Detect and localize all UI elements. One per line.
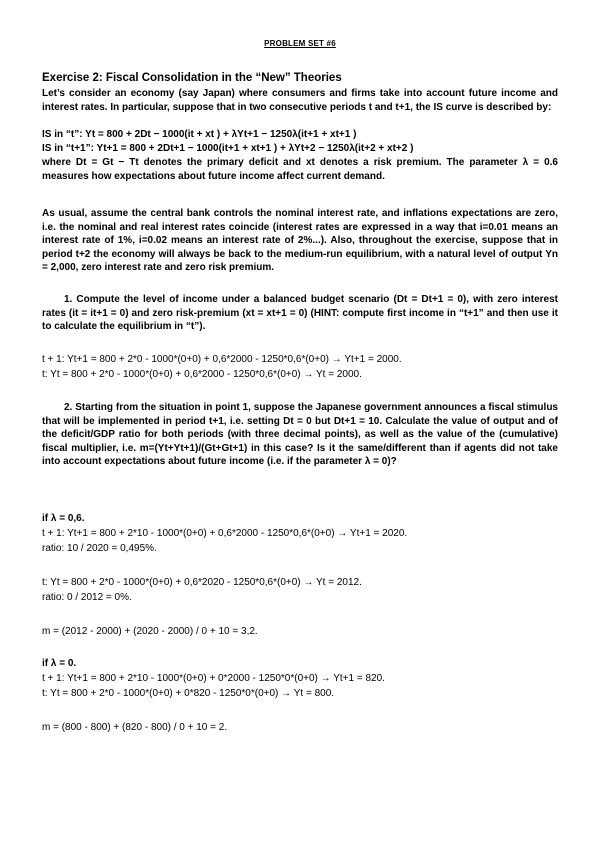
case-1-label: if λ = 0,6. xyxy=(42,513,85,524)
is-curve-t1: IS in “t+1”: Yt+1 = 800 + 2Dt+1 − 1000(it+1 + xt+1 ) + λYt+2 − 1250λ(it+2 + xt+2 ) xyxy=(42,143,414,154)
case-1-t1: t + 1: Yt+1 = 800 + 2*10 - 1000*(0+0) + 0,6*2000 - 1250*0,6*(0+0) → Yt+1 = 2020. xyxy=(42,528,408,539)
exercise-heading: Exercise 2: Fiscal Consolidation in the “New” Theories xyxy=(42,72,342,84)
case-1-ratio-t: ratio: 0 / 2012 = 0%. xyxy=(42,592,132,603)
case-1-ratio-t1: ratio: 10 / 2020 = 0,495%. xyxy=(42,543,157,554)
intro-paragraph-1: Let’s consider an economy (say Japan) where consumers and firms take into account future income and interest rates. In particular, suppose that in two consecutive periods t and t+1, the IS curve is described by: xyxy=(42,88,558,113)
page-title: PROBLEM SET #6 xyxy=(264,39,336,48)
intro-paragraph-2: As usual, assume the central bank controls the nominal interest rate, and inflations expectations are zero, i.e. the nominal and real interest rates coincide (interest rates are expressed in a way that i=0.01 means an interest rate of 1%, i=0.02 means an interest rate of 2%...). Also, throughout the exercise, suppose that in period t+2 the economy will always be back to the medium-run equilibrium, with a natural level of output Yn = 2,000, zero interest rate and zero risk premium. xyxy=(42,208,558,273)
where-line: where Dt = Gt − Tt denotes the primary deficit and xt denotes a risk premium. The parameter λ = 0.6 measures how expectations about future income affect current demand. xyxy=(42,157,558,182)
answer-1-t: t: Yt = 800 + 2*0 - 1000*(0+0) + 0,6*2000 - 1250*0,6*(0+0) → Yt = 2000. xyxy=(42,369,362,380)
case-1-t: t: Yt = 800 + 2*0 - 1000*(0+0) + 0,6*2020 - 1250*0,6*(0+0) → Yt = 2012. xyxy=(42,577,362,588)
case-1-multiplier: m = (2012 - 2000) + (2020 - 2000) / 0 + 10 = 3,2. xyxy=(42,626,258,637)
case-2-t1: t + 1: Yt+1 = 800 + 2*10 - 1000*(0+0) + 0*2000 - 1250*0*(0+0) → Yt+1 = 820. xyxy=(42,673,385,684)
question-2: 2. Starting from the situation in point 1, suppose the Japanese government announces a fiscal stimulus that will be implemented in period t+1, i.e. setting Dt = 0 but Dt+1 = 10. Calculate the value of output and of the deficit/GDP ratio for both periods (with three decimal points), as well as the value of the (cumulative) fiscal multiplier, i.e. m=(Yt+Yt+1)/(Gt+Gt+1) in this case? Is it the same/different than if agents did not take into account expectations about future income (i.e. if the parameter λ = 0)? xyxy=(42,402,558,467)
case-2-t: t: Yt = 800 + 2*0 - 1000*(0+0) + 0*820 - 1250*0*(0+0) → Yt = 800. xyxy=(42,688,335,699)
case-2-multiplier: m = (800 - 800) + (820 - 800) / 0 + 10 = 2. xyxy=(42,722,228,733)
question-1: 1. Compute the level of income under a balanced budget scenario (Dt = Dt+1 = 0), with zero interest rates (it = it+1 = 0) and zero risk-premium (xt = xt+1 = 0) (HINT: compute first income in “t+1” and then use it to calculate the equilibrium in “t”). xyxy=(42,294,558,332)
is-curve-t: IS in “t”: Yt = 800 + 2Dt − 1000(it + xt ) + λYt+1 − 1250λ(it+1 + xt+1 ) xyxy=(42,129,357,140)
answer-1-t1: t + 1: Yt+1 = 800 + 2*0 - 1000*(0+0) + 0,6*2000 - 1250*0,6*(0+0) → Yt+1 = 2000. xyxy=(42,354,402,365)
case-2-label: if λ = 0. xyxy=(42,658,77,669)
